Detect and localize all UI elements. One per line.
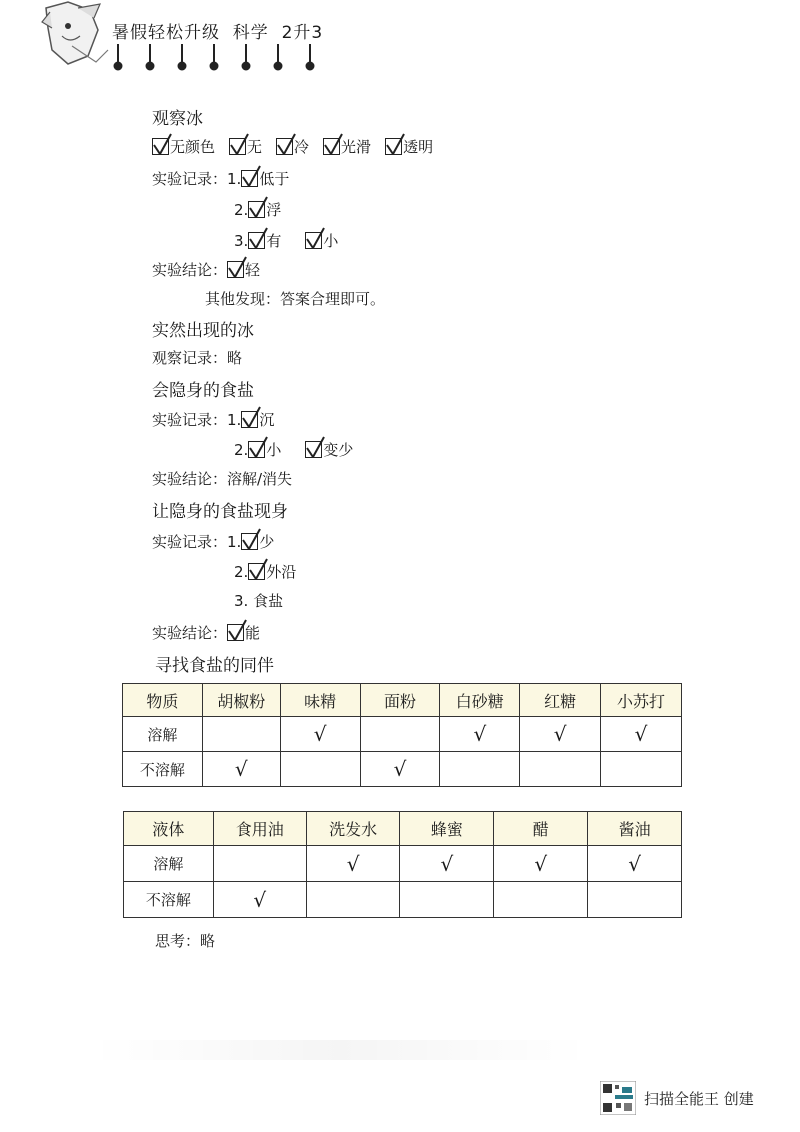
camscanner-logo-icon <box>600 1081 636 1115</box>
option-label: 浮 <box>266 201 282 219</box>
check-icon <box>241 165 261 187</box>
table-cell: √ <box>202 752 280 787</box>
ice-record-2 <box>234 199 281 220</box>
table-header-row <box>124 812 682 846</box>
check-icon <box>305 436 325 458</box>
show-record-1 <box>152 531 274 552</box>
option-label: 低于 <box>259 170 290 188</box>
table-header-cell: 洗发水 <box>306 812 400 846</box>
table-cell: √ <box>601 717 682 752</box>
table-cell: √ <box>494 846 588 882</box>
check-icon <box>152 133 172 155</box>
table-cell <box>360 717 440 752</box>
option-label: 轻 <box>245 261 261 279</box>
check-icon <box>276 133 296 155</box>
table-header-cell: 蜂蜜 <box>400 812 494 846</box>
table-header-cell: 酱油 <box>588 812 682 846</box>
row-label: 溶解 <box>124 846 214 882</box>
table-row <box>124 846 682 882</box>
item-number: 2. <box>234 200 249 219</box>
option-label: 能 <box>245 624 261 642</box>
row-label: 不溶解 <box>124 882 214 918</box>
ice-properties-row <box>152 136 433 157</box>
table-header-cell: 味精 <box>280 684 360 717</box>
table-cell <box>213 846 306 882</box>
table-cell: √ <box>280 717 360 752</box>
hidden-conclusion: 实验结论：溶解/消失 <box>152 470 293 488</box>
table-header-cell: 红糖 <box>520 684 601 717</box>
check-icon <box>248 436 268 458</box>
scanner-watermark <box>600 1080 754 1116</box>
checkbox-checked[interactable] <box>152 138 169 155</box>
item-number: 1. <box>227 410 242 429</box>
item-number: 2. <box>234 562 249 581</box>
table-cell: √ <box>306 846 400 882</box>
table-row <box>123 752 682 787</box>
checkbox-checked[interactable] <box>248 201 265 218</box>
solubility-table-solids <box>122 683 682 787</box>
record-label: 实验记录： <box>152 533 228 551</box>
table-header-cell: 液体 <box>124 812 214 846</box>
conclusion-label: 实验结论： <box>152 261 228 279</box>
checkbox-checked[interactable] <box>241 411 258 428</box>
page-header <box>0 0 800 80</box>
table-header-cell: 白砂糖 <box>440 684 520 717</box>
section-title-hidden-salt: 会隐身的食盐 <box>152 381 254 401</box>
table-cell: √ <box>588 846 682 882</box>
show-record-2 <box>234 561 296 582</box>
scan-smudge <box>90 1040 590 1060</box>
hidden-record-1 <box>152 409 274 430</box>
table-header-cell: 醋 <box>494 812 588 846</box>
section-title-show-salt: 让隐身的食盐现身 <box>152 502 288 522</box>
watermark-text: 扫描全能王 创建 <box>644 1089 754 1108</box>
checkbox-checked[interactable] <box>241 533 258 550</box>
ice-option-label: 冷 <box>294 138 310 156</box>
table-row <box>124 882 682 918</box>
header-title: 暑假轻松升级 科学 2升3 <box>112 23 324 43</box>
item-number: 1. <box>227 532 242 551</box>
check-icon <box>229 133 249 155</box>
table-cell <box>588 882 682 918</box>
hidden-record-2 <box>234 439 353 460</box>
checkbox-checked[interactable] <box>305 232 322 249</box>
show-record-3: 3. 食盐 <box>234 592 284 610</box>
record-label: 实验记录： <box>152 411 228 429</box>
conclusion-label: 实验结论： <box>152 624 228 642</box>
table-header-cell: 胡椒粉 <box>202 684 280 717</box>
record-label: 实验记录： <box>152 170 228 188</box>
ice-option-label: 透明 <box>403 138 434 156</box>
ice-option-label: 光滑 <box>341 138 372 156</box>
check-icon <box>248 227 268 249</box>
item-number: 1. <box>227 169 242 188</box>
checkbox-checked[interactable] <box>248 232 265 249</box>
checkbox-checked[interactable] <box>248 563 265 580</box>
table-cell <box>400 882 494 918</box>
table-cell <box>494 882 588 918</box>
table-cell: √ <box>213 882 306 918</box>
checkbox-checked[interactable] <box>276 138 293 155</box>
table-cell <box>306 882 400 918</box>
check-icon <box>241 406 261 428</box>
show-conclusion <box>152 622 260 643</box>
table-cell: √ <box>440 717 520 752</box>
section-title-find: 寻找食盐的同伴 <box>155 656 274 676</box>
option-label: 外沿 <box>266 563 297 581</box>
item-number: 3. <box>234 231 249 250</box>
option-label: 小 <box>266 441 282 459</box>
think-note: 思考：略 <box>155 932 216 950</box>
option-label: 少 <box>259 533 275 551</box>
checkbox-checked[interactable] <box>227 624 244 641</box>
ice-record-3 <box>234 230 338 251</box>
binder-rings-icon <box>112 44 327 72</box>
checkbox-checked[interactable] <box>305 441 322 458</box>
option-label: 小 <box>323 232 339 250</box>
table-cell: √ <box>360 752 440 787</box>
check-icon <box>385 133 405 155</box>
mascot-icon <box>38 0 113 68</box>
sudden-ice-record: 观察记录：略 <box>152 349 243 367</box>
item-number: 2. <box>234 440 249 459</box>
table-cell <box>520 752 601 787</box>
table-header-cell: 物质 <box>123 684 203 717</box>
option-label: 变少 <box>323 441 354 459</box>
ice-conclusion <box>152 259 260 280</box>
option-label: 有 <box>266 232 282 250</box>
check-icon <box>227 256 247 278</box>
check-icon <box>323 133 343 155</box>
table-header-cell: 面粉 <box>360 684 440 717</box>
table-cell <box>601 752 682 787</box>
ice-other-findings: 其他发现：答案合理即可。 <box>205 290 386 308</box>
check-icon <box>248 196 268 218</box>
table-cell <box>202 717 280 752</box>
ice-record-1 <box>152 168 289 189</box>
table-row <box>123 717 682 752</box>
option-label: 沉 <box>259 411 275 429</box>
checkbox-checked[interactable] <box>229 138 246 155</box>
solubility-table-liquids <box>123 811 682 918</box>
table-cell <box>280 752 360 787</box>
ice-option-label: 无 <box>247 138 263 156</box>
table-header-cell: 小苏打 <box>601 684 682 717</box>
table-cell: √ <box>520 717 601 752</box>
checkbox-checked[interactable] <box>385 138 402 155</box>
check-icon <box>241 528 261 550</box>
checkbox-checked[interactable] <box>227 261 244 278</box>
table-cell <box>440 752 520 787</box>
checkbox-checked[interactable] <box>241 170 258 187</box>
check-icon <box>248 558 268 580</box>
check-icon <box>305 227 325 249</box>
section-title-ice: 观察冰 <box>152 109 203 129</box>
row-label: 不溶解 <box>123 752 203 787</box>
checkbox-checked[interactable] <box>323 138 340 155</box>
check-icon <box>227 619 247 641</box>
table-header-row <box>123 684 682 717</box>
row-label: 溶解 <box>123 717 203 752</box>
checkbox-checked[interactable] <box>248 441 265 458</box>
table-header-cell: 食用油 <box>213 812 306 846</box>
table-cell: √ <box>400 846 494 882</box>
ice-option-label: 无颜色 <box>170 138 216 156</box>
section-title-sudden-ice: 实然出现的冰 <box>152 321 254 341</box>
